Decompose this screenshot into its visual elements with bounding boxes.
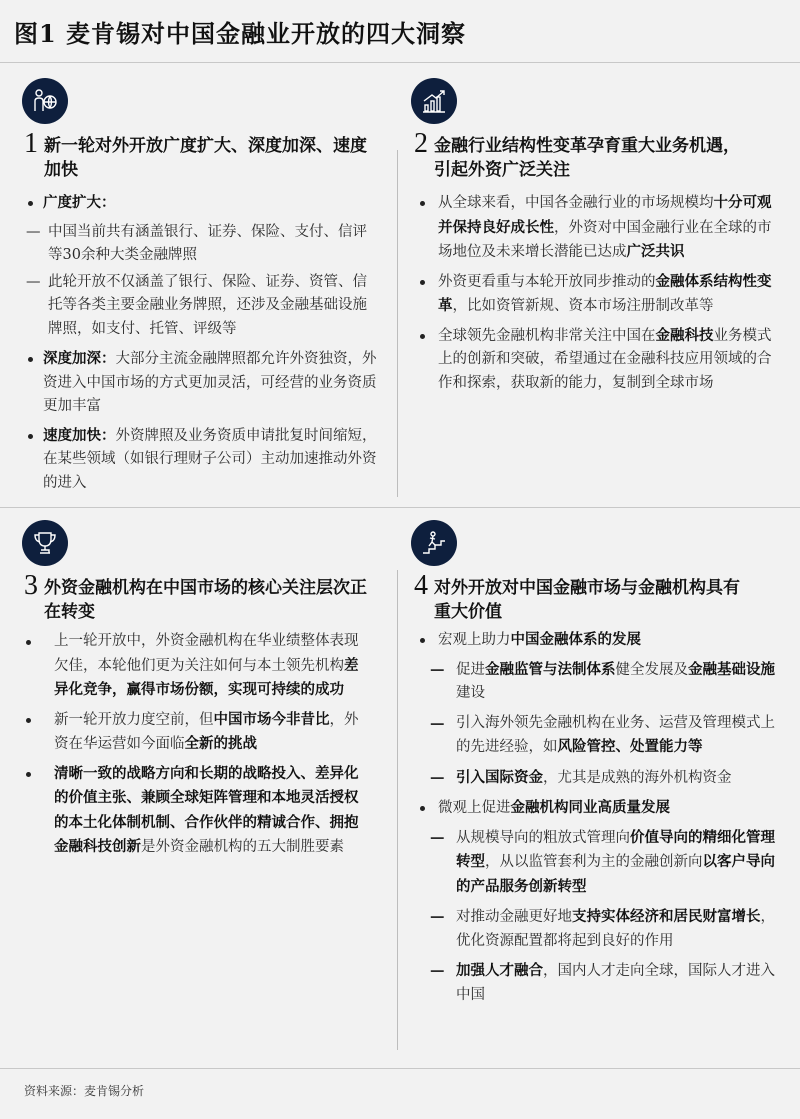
sub-item-text: 引入海外领先金融机构在业务、运营及管理模式上的先进经验，如 xyxy=(456,714,775,755)
panel-3-heading-text: 外资金融机构在中国市场的核心关注层次正在转变 xyxy=(44,578,367,622)
panel-4-heading-text: 对外开放对中国金融市场与金融机构具有重大价值 xyxy=(434,578,740,622)
sub-item-emphasis: 以客户导向的产品服务创新转型 xyxy=(456,853,775,895)
bullet-text: 全球领先金融机构非常关注中国在 xyxy=(438,327,656,344)
list-item xyxy=(26,191,381,216)
list-item xyxy=(408,628,778,653)
bullet-emphasis: 全新的挑战 xyxy=(184,735,257,752)
sub-item-text: 促进 xyxy=(456,661,485,678)
panel-1-heading-text: 新一轮对外开放广度扩大、深度加深、速度加快 xyxy=(44,136,367,180)
panel-3-number: 3 xyxy=(24,570,38,601)
sub-item-text: ，优化资源配置都将起到良好的作用 xyxy=(456,909,775,949)
sub-item-text: 对推动金融更好地 xyxy=(456,909,572,925)
sub-item xyxy=(26,221,381,268)
panel-1-number: 1 xyxy=(24,128,38,159)
list-item xyxy=(24,630,369,703)
person-climbing-stairs-icon xyxy=(411,520,457,566)
bullet-emphasis: 金融科技 xyxy=(655,326,714,344)
list-item xyxy=(24,762,369,860)
bullet-text: ，外资对中国金融行业在全球的市场地位及未来增长潜能已达成 xyxy=(438,219,772,260)
list-item xyxy=(408,191,778,265)
list-item xyxy=(26,347,381,419)
panel-4-number: 4 xyxy=(414,570,428,601)
panel-2-heading-text: 金融行业结构性变革孕育重大业务机遇，引起外资广泛关注 xyxy=(434,136,740,180)
bullet-text: 外资牌照及业务资质申请批复时间缩短，在某些领域（如银行理财子公司）主动加速推动外资的进入 xyxy=(43,427,377,491)
list-item xyxy=(26,424,381,496)
panel-4-heading xyxy=(414,570,744,624)
bullet-text: ，比如资管新规、资本市场注册制改革等 xyxy=(452,298,714,314)
sub-item-emphasis: 加强人才融合 xyxy=(456,962,543,979)
panel-2-number: 2 xyxy=(414,128,428,159)
sub-item-text: ，从以监管套利为主的金融创新向 xyxy=(485,854,703,870)
panel-2-heading xyxy=(414,128,744,182)
bullet-text: 上一轮开放中，外资金融机构在华业绩整体表现欠佳，本轮他们更为关注如何与本土领先机构 xyxy=(54,633,359,674)
sub-item xyxy=(408,766,778,791)
list-item xyxy=(408,324,778,396)
panel-2-body xyxy=(408,191,778,400)
sub-item-emphasis: 支持实体经济和居民财富增长 xyxy=(572,908,761,925)
bullet-label: 速度加快： xyxy=(43,426,116,444)
bullet-emphasis: 清晰一致的战略方向和长期的战略投入、差异化的价值主张、兼顾全球矩阵管理和本地灵活授权的本土化体制机制、合作伙伴的精诚合作、拥抱金融科技创新 xyxy=(54,764,359,855)
list-item xyxy=(408,796,778,821)
sub-item-text: 此轮开放不仅涵盖了银行、保险、证券、资管、信托等各类主要金融业务牌照，还涉及金融基础设施牌照，如支付、托管、评级等 xyxy=(48,273,367,337)
bullet-text: 大部分主流金融牌照都允许外资独资，外资进入中国市场的方式更加灵活，可经营的业务资质更加丰富 xyxy=(43,351,377,414)
sub-item-text: ，国内人才走向全球，国际人才进入中国 xyxy=(456,963,775,1003)
panel-4-body xyxy=(408,628,778,1013)
sub-item-text: 建设 xyxy=(456,685,485,701)
sub-item-text: 从规模导向的粗放式管理向 xyxy=(456,829,630,846)
bullet-label: 广度扩大： xyxy=(43,194,116,211)
bullet-emphasis: 中国金融体系的发展 xyxy=(510,631,641,648)
sub-item-emphasis: 引入国际资金 xyxy=(456,768,543,786)
bullet-emphasis: 差异化竞争，赢得市场份额，实现可持续的成功 xyxy=(54,656,359,698)
sub-item xyxy=(408,712,778,760)
panel-3-heading xyxy=(24,570,369,624)
bullet-text: 外资更看重与本轮开放同步推动的 xyxy=(438,273,656,290)
sub-item-text: 中国当前共有涵盖银行、证券、保险、支付、信评等30余种大类金融牌照 xyxy=(48,223,367,263)
sub-item-emphasis: 金融监管与法制体系 xyxy=(485,660,616,678)
bullet-emphasis: 金融机构同业高质量发展 xyxy=(510,799,670,816)
bottom-divider xyxy=(0,1068,800,1069)
bullet-emphasis: 金融体系结构性变革 xyxy=(438,272,772,314)
bullet-text: 宏观上助力 xyxy=(438,632,511,648)
sub-item xyxy=(408,826,778,900)
sub-item xyxy=(408,959,778,1007)
column-divider-bottom xyxy=(397,570,398,1050)
person-globe-icon xyxy=(22,78,68,124)
column-divider-top xyxy=(397,150,398,497)
bullet-label: 深度加深： xyxy=(43,350,116,367)
sub-item xyxy=(408,658,778,706)
trophy-icon xyxy=(22,520,68,566)
source-note: 资料来源：麦肯锡分析 xyxy=(24,1084,145,1098)
bullet-text: 从全球来看，中国各金融行业的市场规模均 xyxy=(438,195,714,211)
panel-1-heading xyxy=(24,128,374,182)
sub-item xyxy=(408,905,778,953)
sub-item-text: 健全发展及 xyxy=(615,661,688,678)
bullet-text: 是外资金融机构的五大制胜要素 xyxy=(141,839,344,855)
page-title: 图1 麦肯锡对中国金融业开放的四大洞察 xyxy=(14,19,467,48)
sub-item xyxy=(26,271,381,342)
list-item xyxy=(408,270,778,319)
bullet-emphasis: 十分可观并保持良好成长性 xyxy=(438,194,772,236)
sub-item-text: ，尤其是成熟的海外机构资金 xyxy=(543,769,732,786)
bullet-emphasis: 中国市场今非昔比 xyxy=(213,710,330,728)
sub-item-emphasis: 风险管控、处置能力等 xyxy=(557,738,703,755)
middle-divider xyxy=(0,507,800,508)
bullet-text: 微观上促进 xyxy=(438,800,511,816)
sub-item-emphasis: 金融基础设施 xyxy=(688,660,775,678)
bar-chart-growth-icon xyxy=(411,78,457,124)
bullet-text: 业务模式上的创新和突破，希望通过在金融科技应用领域的合作和探索，获取新的能力，复制到全球市场 xyxy=(438,327,772,391)
panel-1-body xyxy=(26,191,381,500)
bullet-text: 新一轮开放力度空前，但 xyxy=(54,711,214,728)
bullet-emphasis: 广泛共识 xyxy=(626,243,685,260)
bullet-text: ，外资在华运营如今面临 xyxy=(54,711,359,752)
sub-item-emphasis: 价值导向的精细化管理转型 xyxy=(456,828,775,870)
panel-3-body xyxy=(24,630,369,865)
title-divider xyxy=(0,62,800,63)
list-item xyxy=(24,708,369,757)
